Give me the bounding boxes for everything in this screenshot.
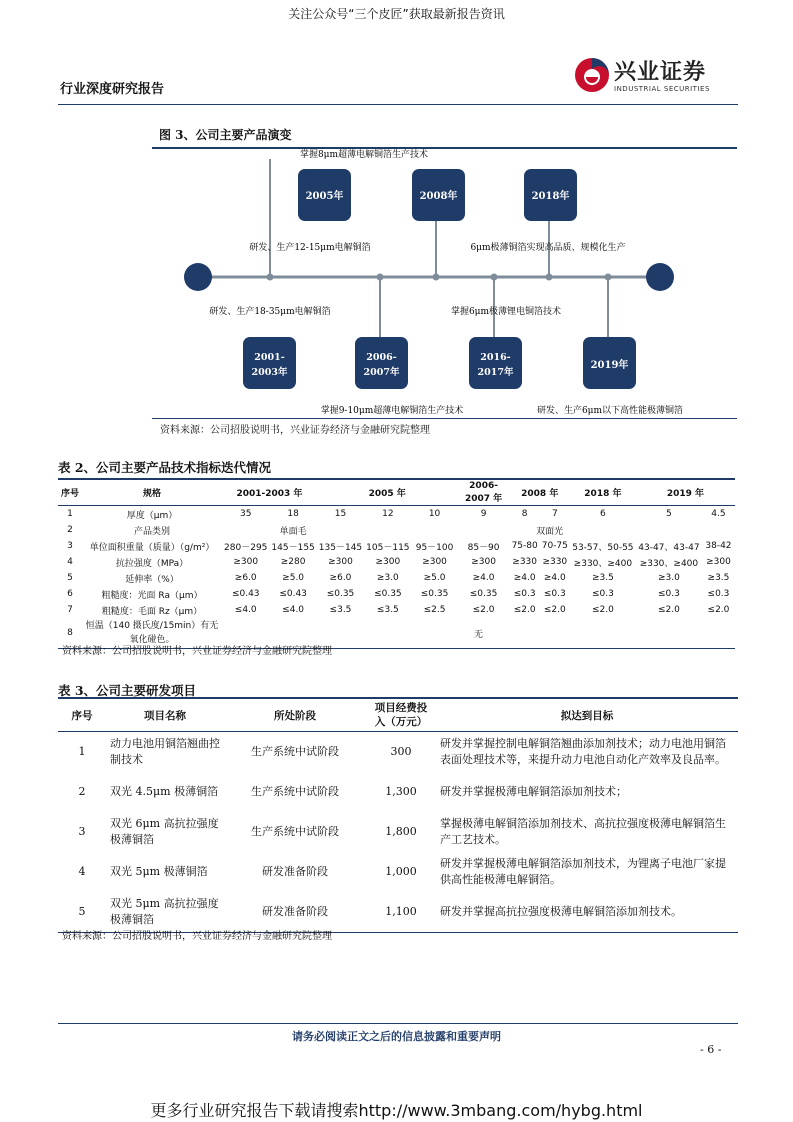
t3-head-stage: 所处阶段 — [224, 698, 366, 732]
t2-head-2005: 2005 年 — [317, 479, 458, 506]
milestone-2001-2003 — [243, 337, 296, 389]
disclaimer: 请务必阅读正文之后的信息披露和重要声明 — [292, 1030, 501, 1043]
svg-text:2019年: 2019年 — [590, 360, 629, 371]
table3-header-row — [58, 698, 738, 732]
timeline-diagram — [152, 149, 737, 418]
desc-2016-2017: 掌握6μm极薄锂电铜箔技术 — [450, 307, 562, 317]
table-row: 4 抗拉强度（MPa） ≥300 ≥280 ≥300 ≥300 ≥300 ≥300 ≥330 ≥330 ≥330、≥400 ≥330、≥400 ≥300 — [67, 557, 731, 569]
table-row: 2 双光 4.5μm 极薄铜箔 生产系统中试阶段 1,300 研发并掌握极薄电解铜箔添加剂技术； — [78, 785, 627, 798]
desc-2018: 6μm极薄铜箔实现高品质、规模化生产 — [470, 243, 626, 253]
timeline-start-node — [184, 263, 212, 291]
table-row: 5 双光 5μm 高抗拉强度极薄铜箔 研发准备阶段 1,100 研发并掌握高抗拉强度极薄电解铜箔添加剂技术。 — [58, 892, 738, 933]
page-number: - 6 - — [700, 1043, 722, 1056]
table-row: 3 单位面积重量（质量）（g/m²） 280－295 145－155 135－145 105－115 95－100 85－90 75-80 70-75 53-57、50-55 43-47、43-47 38-42 — [67, 541, 732, 553]
svg-text:2018年: 2018年 — [531, 191, 570, 202]
desc-2001-2003: 研发、生产18-35μm电解铜箔 — [209, 307, 331, 317]
t3-head-funds: 项目经费投 入（万元） — [366, 698, 436, 732]
t2-head-spec: 规格 — [82, 479, 222, 506]
table3-title: 表 3、公司主要研发项目 — [58, 683, 197, 698]
svg-text:2001-: 2001- — [254, 352, 285, 363]
svg-text:2008年: 2008年 — [419, 191, 458, 202]
table-row: 7 粗糙度：毛面 Rz（μm） ≤4.0 ≤4.0 ≤3.5 ≤3.5 ≤2.5 ≤2.0 ≤2.0 ≤2.0 ≤2.0 ≤2.0 ≤2.0 — [67, 605, 730, 617]
header-divider — [58, 104, 738, 105]
table-row: 1 厚度（μm） 35 18 15 12 10 9 8 7 6 5 4.5 — [67, 509, 726, 521]
doc-title: 行业深度研究报告 — [60, 82, 165, 97]
t3-head-no: 序号 — [58, 698, 106, 732]
desc-2005: 研发、生产12-15μm电解铜箔 — [249, 243, 371, 253]
table-row: 2 产品类别 单面毛 双面光 — [67, 525, 564, 537]
table3-source: 资料来源：公司招股说明书，兴业证券经济与金融研究院整理 — [62, 931, 332, 942]
milestone-2006-2007 — [355, 337, 408, 389]
t2-head-2006: 2006- 2007 年 — [458, 479, 510, 506]
logo-mark-icon — [572, 55, 612, 95]
desc-2008: 掌握8μm超薄电解铜箔生产技术 — [299, 150, 429, 160]
t2-head-2008: 2008 年 — [510, 479, 570, 506]
table2-header-row — [58, 479, 735, 506]
company-logo — [572, 55, 742, 95]
t3-head-name: 项目名称 — [106, 698, 224, 732]
table2-source: 资料来源：公司招股说明书，兴业证券经济与金融研究院整理 — [62, 646, 332, 657]
svg-text:2007年: 2007年 — [363, 367, 400, 378]
table-row: 1 动力电池用铜箔翘曲控制技术 生产系统中试阶段 300 研发并掌握控制电解铜箔翘曲添加剂技术；动力电池用铜箔表面处理技术等，来提升动力电池自动化产效率及良品率。 — [78, 737, 726, 766]
svg-text:2016-: 2016- — [480, 352, 511, 363]
figure-bottom-rule — [152, 418, 737, 419]
table-row: 4 双光 5μm 极薄铜箔 研发准备阶段 1,000 研发并掌握极薄电解铜箔添加剂技术，为锂离子电池厂家提供高性能极薄电解铜箔。 — [78, 857, 726, 886]
milestone-2018 — [524, 169, 577, 221]
t2-head-2018: 2018 年 — [570, 479, 636, 506]
figure-source: 资料来源：公司招股说明书，兴业证券经济与金融研究院整理 — [160, 425, 430, 436]
table2-title: 表 2、公司主要产品技术指标迭代情况 — [58, 460, 272, 475]
milestone-2016-2017 — [469, 337, 522, 389]
figure-title: 图 3、公司主要产品演变 — [159, 128, 292, 142]
table3 — [58, 697, 738, 933]
timeline-end-node — [646, 263, 674, 291]
logo-name: 兴业证券 — [614, 60, 707, 85]
milestone-2008 — [412, 169, 465, 221]
table-row: 3 双光 6μm 高抗拉强度极薄铜箔 生产系统中试阶段 1,800 掌握极薄电解铜箔添加剂技术、高抗拉强度极薄电解铜箔生产工艺技术。 — [78, 817, 726, 846]
desc-2006-2007: 掌握9-10μm超薄电解铜箔生产技术 — [320, 406, 464, 416]
t2-head-2001: 2001-2003 年 — [222, 479, 317, 506]
table2 — [58, 478, 735, 649]
footer-promo: 更多行业研究报告下载请搜索http://www.3mbang.com/hybg.html — [150, 1101, 643, 1120]
top-note: 关注公众号“三个皮匠”获取最新报告资讯 — [288, 7, 505, 21]
milestone-2019 — [583, 337, 636, 389]
svg-text:2003年: 2003年 — [251, 367, 288, 378]
table-row: 8 恒温（140 摄氏度/15min）有无 氧化碰色。 无 — [58, 618, 735, 649]
desc-2019: 研发、生产6μm以下高性能极薄铜箔 — [536, 406, 684, 416]
svg-text:2017年: 2017年 — [477, 367, 514, 378]
svg-text:2005年: 2005年 — [305, 191, 344, 202]
t3-head-goal: 拟达到目标 — [436, 698, 738, 732]
table-row: 5 延伸率（%） ≥6.0 ≥5.0 ≥6.0 ≥3.0 ≥5.0 ≥4.0 ≥4.0 ≥4.0 ≥3.5 ≥3.0 ≥3.5 — [67, 573, 730, 585]
svg-text:2006-: 2006- — [366, 352, 397, 363]
milestone-2005 — [298, 169, 351, 221]
footer-divider — [58, 1023, 738, 1024]
table-row: 6 粗糙度：光面 Ra（μm） ≤0.43 ≤0.43 ≤0.35 ≤0.35 ≤0.35 ≤0.35 ≤0.3 ≤0.3 ≤0.3 ≤0.3 ≤0.3 — [67, 589, 730, 601]
t2-head-no: 序号 — [58, 479, 82, 506]
logo-english-name: INDUSTRIAL SECURITIES — [614, 85, 710, 93]
t2-head-2019: 2019 年 — [636, 479, 735, 506]
